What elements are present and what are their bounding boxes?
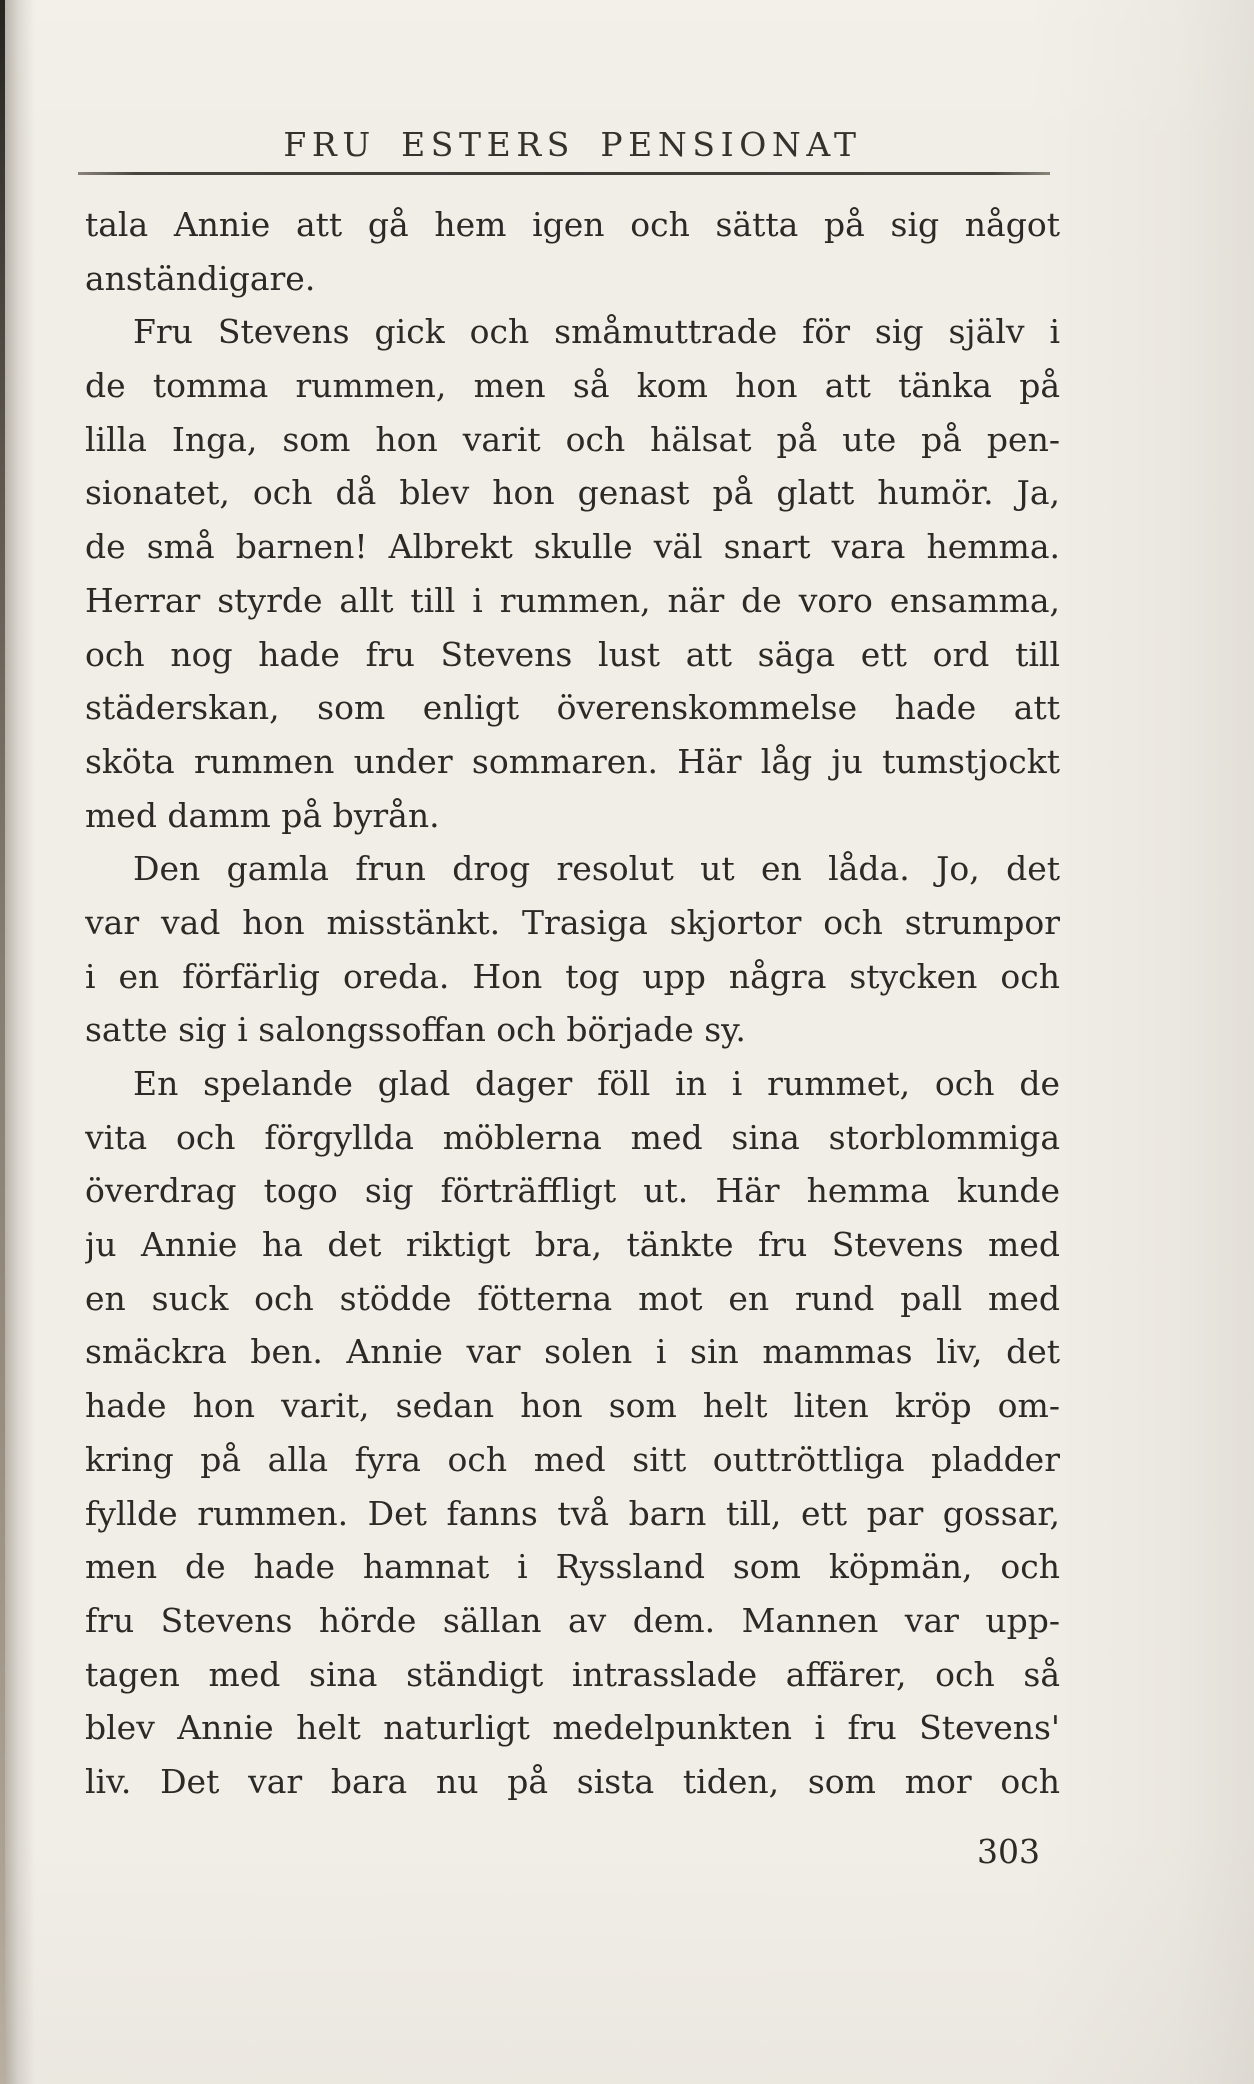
text-line: hade hon varit, sedan hon som helt liten kröp om- xyxy=(85,1386,1060,1426)
text-line: med damm på byrån. xyxy=(85,795,440,835)
text-line: ju Annie ha det riktigt bra, tänkte fru Stevens med xyxy=(85,1225,1060,1265)
text-line: tagen med sina ständigt intrasslade affärer, och så xyxy=(85,1654,1060,1694)
text-line: fru Stevens hörde sällan av dem. Mannen var upp- xyxy=(85,1600,1060,1640)
text-line: överdrag togo sig förträffligt ut. Här hemma kunde xyxy=(85,1171,1060,1211)
text-line: sionatet, och då blev hon genast på glatt humör. Ja, xyxy=(85,473,1060,513)
text-line: Herrar styrde allt till i rummen, när de voro ensamma, xyxy=(85,580,1060,620)
text-line: anständigare. xyxy=(85,258,316,298)
text-line: En spelande glad dager föll in i rummet, och de xyxy=(133,1064,1060,1103)
text-line: en suck och stödde fötterna mot en rund pall med xyxy=(85,1278,1060,1318)
body-text xyxy=(85,198,1060,1809)
page-left-edge-fade xyxy=(5,0,35,2084)
text-line: och nog hade fru Stevens lust att säga ett ord till xyxy=(85,634,1060,674)
text-line: men de hade hamnat i Ryssland som köpmän, och xyxy=(85,1547,1060,1587)
running-title: FRU ESTERS PENSIONAT xyxy=(283,125,862,164)
text-line: kring på alla fyra och med sitt outtröttliga pladder xyxy=(85,1439,1060,1479)
text-line: satte sig i salongssoffan och började sy. xyxy=(85,1010,746,1050)
text-line: var vad hon misstänkt. Trasiga skjortor och strumpor xyxy=(85,902,1060,942)
text-line: de små barnen! Albrekt skulle väl snart vara hemma. xyxy=(85,527,1060,567)
page-number: 303 xyxy=(977,1832,1040,1871)
text-line: lilla Inga, som hon varit och hälsat på ute på pen- xyxy=(85,419,1060,459)
text-line: vita och förgyllda möblerna med sina storblommiga xyxy=(85,1117,1060,1157)
text-line: fyllde rummen. Det fanns två barn till, ett par gossar, xyxy=(85,1493,1060,1533)
text-line: i en förfärlig oreda. Hon tog upp några stycken och xyxy=(85,956,1060,996)
text-line: städerskan, som enligt överenskommelse hade att xyxy=(85,688,1060,728)
text-line: de tomma rummen, men så kom hon att tänka på xyxy=(85,366,1060,406)
text-line: Den gamla frun drog resolut ut en låda. Jo, det xyxy=(133,849,1060,889)
text-line: liv. Det var bara nu på sista tiden, som mor och xyxy=(85,1761,1060,1801)
text-line: blev Annie helt naturligt medelpunkten i fru Stevens' xyxy=(85,1708,1060,1748)
text-line: smäckra ben. Annie var solen i sin mammas liv, det xyxy=(85,1332,1060,1372)
text-line: sköta rummen under sommaren. Här låg ju tumstjockt xyxy=(85,741,1060,781)
text-line: tala Annie att gå hem igen och sätta på sig något xyxy=(85,205,1060,244)
header-rule xyxy=(78,172,1050,175)
text-line: Fru Stevens gick och småmuttrade för sig själv i xyxy=(133,312,1060,352)
